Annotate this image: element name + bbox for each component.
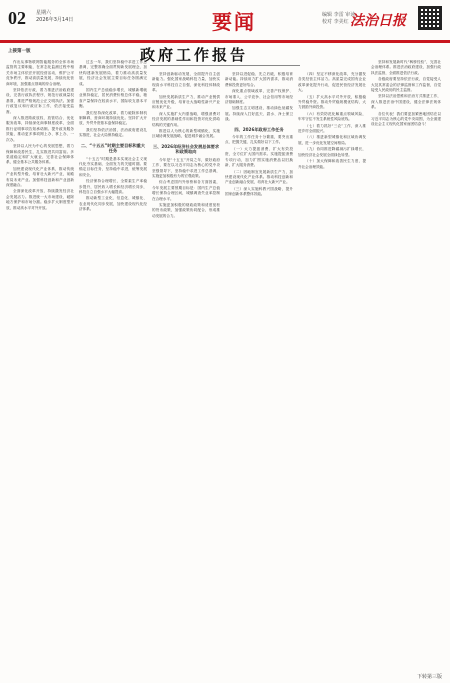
newspaper-logo: 法治日报	[350, 13, 406, 29]
weekday: 星期六	[36, 10, 52, 16]
header-divider	[0, 40, 450, 43]
section-title: 要闻	[212, 10, 256, 34]
column-4: 坚持以进促稳、先立后破，积极培育新动能。持续用力扩大国内需求，推动消费和投资更好结合。 深化重点领域改革，完善产权保护、市场准入、公平竞争、社会信用等市场经济基础制度。 加强生态文明建设，推动绿色低碳发展。持续深入打好蓝天、碧水、净土保卫战。 四、2026年政府工作任务 今年的工作任务十分繁重，要突出重点、把握关键，扎实做好以下工作。 （一）大力提振消费、扩大有效投资，全方位扩大国内需求。实施提振消费专项行动，加力扩围实施消费品以旧换新，扩大服务消费。 （二）因地制宜发展新质生产力，加快建设现代化产业体系。推动科技创新和产业创新融合发展，培育壮大新兴产业。 （三）深入实施科教兴国战略，提升国家创新体系整体效能。	[225, 72, 293, 197]
section-heading: 二、“十五五”时期主要目标和重大任务	[80, 142, 146, 154]
qr-code-icon	[418, 6, 442, 30]
proofreader-line: 校对 李美红	[322, 19, 349, 25]
date: 2026年3月14日	[36, 17, 74, 23]
page-number: 02	[8, 8, 26, 28]
section-heading: 四、2026年政府工作任务	[234, 126, 284, 132]
continuation-note: 上接第一版	[8, 49, 31, 54]
column-5: （四）坚定不移深化改革，充分激发各类经营主体活力。高质量完成国有企业改革深化提升行动，促进民营经济发展壮大。 （五）扩大高水平对外开放，积极稳外贸稳外资。推动外贸稳规模优结构，大力鼓励外商投资。 （六）有效防范化解重点领域风险，牢牢守住不发生系统性风险底线。 （七）着力抓好“三农”工作，深入推进乡村全面振兴。 （八）推进新型城镇化和区域协调发展，进一步优化发展空间格局。 （九）协同推进降碳减污扩绿增长，加快经济社会发展全面绿色转型。 （十）加大保障和改善民生力度，提升社会治理效能。	[298, 72, 366, 169]
column-6: 坚持和发展新时代“枫桥经验”，完善社会治理体系。推进法治政府建设，加强行政执法监督，全面推进依法行政。 各级政府要坚持依法行政，自觉接受人大及其常委会的法律监督和工作监督，自觉接受人民政协的民主监督。 坚持以法治思维和法治方式推进工作，深入推进法治中国建设，健全法律法规体系。 各位代表！我们要更加紧密地团结在以习近平同志为核心的党中央周围，为全面建设社会主义现代化国家而团结奋斗！	[371, 60, 441, 127]
column-1: 作出从事物联网智能服务的全体市场监管的主要职能，在常态化监测过程中相关市场主体依法开展经营活动，维护公平竞争秩序，推动高质量发展，持续优化营商环境，加强重点领域的综合治理。 坚持依法行政，着力推进法治政府建设，完善行政执法程序，规范行政裁量权基准，推进严格规范公正文明执法。加强行政复议和行政应诉工作，依法接受监督。 深入推进简政放权、放管结合、优化服务改革，持续深化商事制度改革，全面推行证明事项告知承诺制。提升政务服务效能，推动更多事项网上办、掌上办、一次办。 坚持以人民为中心的发展思想，着力保障和改善民生，扎实推进共同富裕。多渠道稳定和扩大就业，完善社会保障体系，健全基本公共服务体系。 加快建设现代化产业体系，推动传统产业转型升级，培育壮大新兴产业，前瞻布局未来产业。加强科技创新和产业创新深度融合。 全面深化改革开放，持续激发经济社会发展活力。推进统一大市场建设，破除地方保护和市场分割。稳步扩大制度型开放，推动高水平对外开放。	[6, 60, 74, 210]
column-3: 坚持创新驱动发展，全面提升自主创新能力。强化国家战略科技力量，加快实现高水平科技自立自强，深化科技体制改革。 加快发展新质生产力，推动产业链供应链优化升级，培育壮大战略性新兴产业和未来产业。 深入实施扩大内需战略，增强消费对经济发展的基础性作用和投资对优化供给结构的关键作用。 推进以人为核心的新型城镇化，实施区域协调发展战略，促进城乡融合发展。 三、2026年经济社会发展总体要求和政策取向 今年是“十五五”开局之年，做好政府工作，要在以习近平同志为核心的党中央坚强领导下，坚持稳中求进工作总基调，实施更加积极有为的宏观政策。 综合考虑国内外形势和各方面因素，今年发展主要预期目标是：国内生产总值增长保持合理区间，城镇调查失业率控制在合理水平。 实施更加积极的财政政策和适度宽松的货币政策，加强政策协同配合，形成推动发展的合力。	[152, 72, 220, 218]
article-title: 政府工作报告	[140, 46, 249, 64]
article-body	[6, 50, 444, 678]
date-block	[36, 10, 73, 24]
editor-line: 编辑 李雷 审读	[322, 12, 356, 18]
continued-note: 下转第三版	[416, 674, 442, 680]
column-2: 过去一年，我们坚持稳中求进工作总基调，完整准确全面贯彻新发展理念，加快构建新发展格局，着力推动高质量发展，经济社会发展主要目标任务圆满完成。 国内生产总值稳步增长，城镇新增就业保持稳定，居民消费价格总体平稳，粮食产量保持在较高水平，国际收支基本平衡。 我们坚持深化改革，着力破除体制机制障碍，营商环境持续优化。坚持扩大开放，外贸外资基本盘保持稳定。 我们坚持依法治国，法治政府建设扎实推进，社会大局保持稳定。 二、“十五五”时期主要目标和重大任务 “十五五”时期是基本实现社会主义现代化夯实基础、全面发力的关键时期。要锚定目标任务，坚持稳中求进，统筹发展和安全。 经济保持合理增长，全要素生产率稳步提升，居民收入增长和经济增长同步，科技自立自强水平大幅提高。 推动新型工业化、信息化、城镇化、农业现代化同步发展，加快建设现代化经济体系。	[79, 60, 147, 212]
section-heading: 三、2026年经济社会发展总体要求和政策取向	[152, 143, 220, 155]
